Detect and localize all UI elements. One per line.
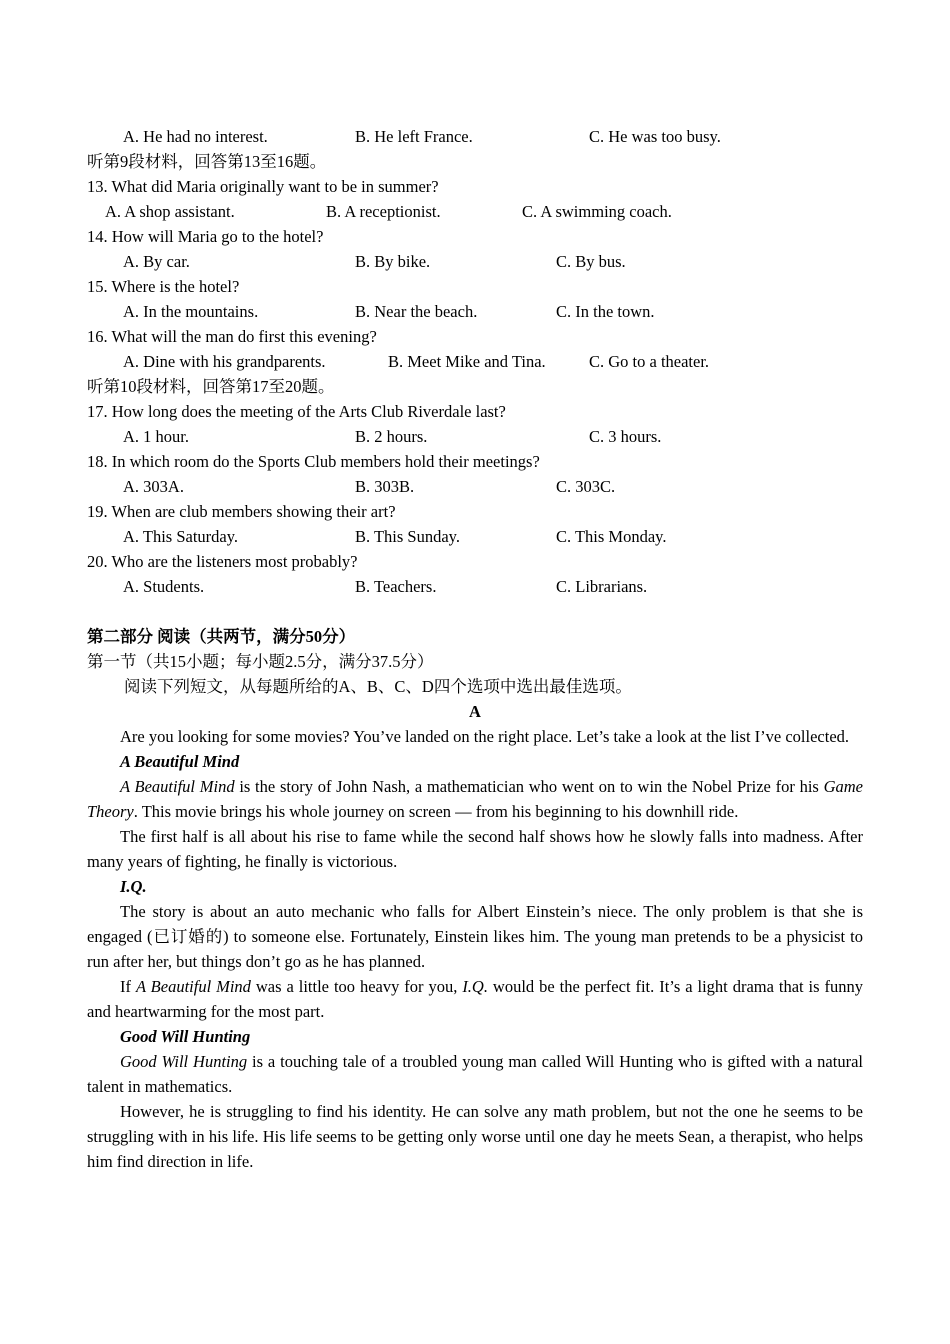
option-b[interactable]: B. This Sunday. [355,527,460,546]
game-theory-text: Game Theory [87,777,863,821]
q20-options [87,574,863,599]
option-c[interactable]: C. A swimming coach. [522,202,672,221]
option-a[interactable]: A. This Saturday. [123,527,239,546]
option-c[interactable]: C. This Monday. [556,527,667,546]
movie-2-italic-1: A Beautiful Mind [135,977,251,996]
q16-options [87,349,863,374]
movie-1-paragraph-1 [87,774,863,824]
q13-options [87,199,863,224]
movie-3-paragraph-1 [87,1049,863,1099]
movie-2-paragraph-2 [87,974,863,1024]
movie-title-3: Good Will Hunting [120,1027,251,1046]
movie-2-text-a: If [120,977,136,996]
option-a[interactable]: A. He had no interest. [123,127,268,146]
option-a[interactable]: A. 1 hour. [123,427,189,446]
option-c[interactable]: C. In the town. [556,302,655,321]
movie-3-title-inline: Good Will Hunting [120,1052,248,1071]
movie-1-paragraph-2: The first half is all about his rise to fame while the second half shows how he slowly falls into madness. After many years of fighting, he finally is victorious. [87,827,863,871]
part-two-title: 第二部分 阅读（共两节，满分50分） [87,627,356,646]
movie-1-title-inline: A Beautiful Mind [120,777,235,796]
movie-title-2: I.Q. [120,877,147,896]
q18-options [87,474,863,499]
option-a[interactable]: A. 303A. [123,477,184,496]
reading-instructions: 阅读下列短文，从每题所给的A、B、C、D四个选项中选出最佳选项。 [124,677,632,696]
option-c[interactable]: C. 303C. [556,477,616,496]
section9-intro: 听第9段材料，回答第13至16题。 [87,152,327,171]
option-c[interactable]: C. 3 hours. [589,427,662,446]
option-c[interactable]: C. By bus. [556,252,626,271]
question-15: 15. Where is the hotel? [87,277,240,296]
exam-page [87,124,863,1174]
option-b[interactable]: B. 2 hours. [355,427,428,446]
option-c[interactable]: C. Go to a theater. [589,352,710,371]
option-c[interactable]: C. He was too busy. [589,127,721,146]
section10-intro: 听第10段材料，回答第17至20题。 [87,377,335,396]
option-a[interactable]: A. In the mountains. [123,302,259,321]
passage-intro: Are you looking for some movies? You’ve landed on the right place. Let’s take a look at the list I’ve collected. [120,727,850,746]
option-c[interactable]: C. Librarians. [556,577,648,596]
option-b[interactable]: B. He left France. [355,127,473,146]
option-b[interactable]: B. Meet Mike and Tina. [388,352,546,371]
movie-2-text-b: was a little too heavy for you, [250,977,463,996]
passage-label: A [469,702,481,721]
spacer [87,599,863,624]
q19-options [87,524,863,549]
q15-options [87,299,863,324]
option-b[interactable]: B. A receptionist. [326,202,441,221]
question-17: 17. How long does the meeting of the Arts Club Riverdale last? [87,402,506,421]
option-a[interactable]: A. Dine with his grandparents. [123,352,326,371]
movie-3-paragraph-2: However, he is struggling to find his identity. He can solve any math problem, but not the one he seems to be struggling with in his life. His life seems to be getting only worse until one day he meets Sean, a therapist, who helps him find direction in life. [87,1102,863,1171]
option-b[interactable]: B. Near the beach. [355,302,478,321]
movie-2-text-c: would be the perfect fit. It’s a light drama that is funny and heartwarming for the most part. [87,977,863,1021]
option-b[interactable]: B. Teachers. [355,577,437,596]
option-a[interactable]: A. By car. [123,252,190,271]
movie-3-text-a: is a touching tale of a troubled young man called Will Hunting who is gifted with a natural talent in mathematics. [87,1052,863,1096]
section-one-title: 第一节（共15小题；每小题2.5分，满分37.5分） [87,652,434,671]
q14-options [87,249,863,274]
movie-2-italic-2: I.Q. [462,977,488,996]
movie-title-1: A Beautiful Mind [120,752,240,771]
movie-1-text-b: . This movie brings his whole journey on screen — from his beginning to his downhill ride. [133,802,739,821]
question-13: 13. What did Maria originally want to be in summer? [87,177,439,196]
movie-1-text-a: is the story of John Nash, a mathematician who went on to win the Nobel Prize for his [234,777,824,796]
q12-options [87,124,863,149]
question-20: 20. Who are the listeners most probably? [87,552,358,571]
question-14: 14. How will Maria go to the hotel? [87,227,324,246]
option-a[interactable]: A. Students. [123,577,205,596]
option-b[interactable]: B. 303B. [355,477,415,496]
question-16: 16. What will the man do first this evening? [87,327,377,346]
q17-options [87,424,863,449]
question-19: 19. When are club members showing their art? [87,502,396,521]
question-18: 18. In which room do the Sports Club members hold their meetings? [87,452,540,471]
movie-2-paragraph-1: The story is about an auto mechanic who falls for Albert Einstein’s niece. The only problem is that she is engaged (已订婚的) to someone else. Fortunately, Einstein likes him. The young man pretends to be a physicist to run after her, but things don’t go as he has planned. [87,902,863,971]
option-b[interactable]: B. By bike. [355,252,431,271]
option-a[interactable]: A. A shop assistant. [105,202,235,221]
